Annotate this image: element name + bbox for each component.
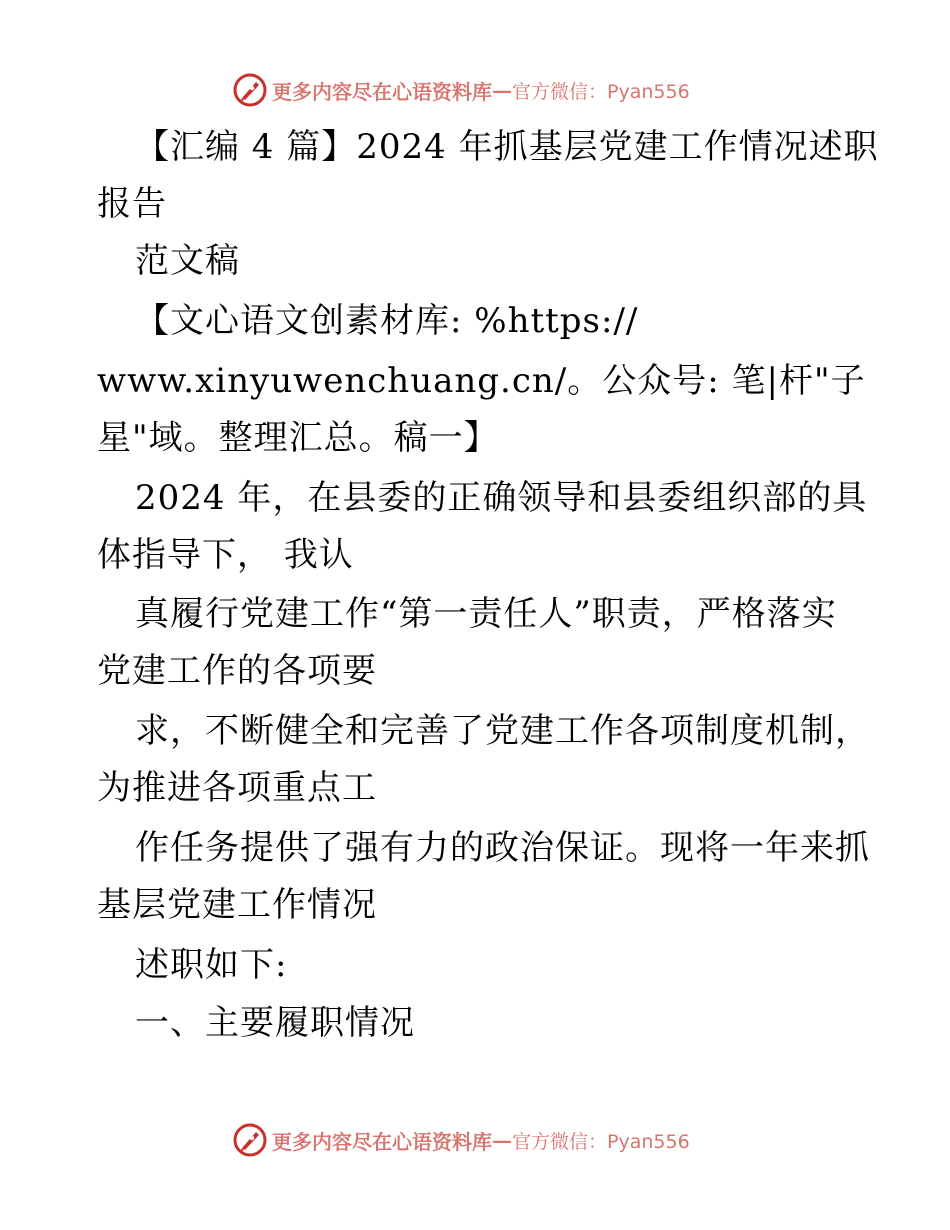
source-line-1: 【文心语文创素材库: %https:// bbox=[135, 301, 639, 341]
title-line-2: 报告 bbox=[97, 184, 167, 224]
body-line-4: 党建工作的各项要 bbox=[97, 651, 377, 691]
footer-site-text: 更多内容尽在心语资料库 bbox=[272, 1129, 492, 1154]
title-line-1: 【汇编 4 篇】2024 年抓基层党建工作情况述职 bbox=[135, 127, 879, 167]
header-separator: — bbox=[492, 78, 512, 102]
footer-banner bbox=[232, 1120, 690, 1160]
body-line-9: 述职如下: bbox=[135, 945, 288, 985]
header-site-text: 更多内容尽在心语资料库 bbox=[272, 79, 492, 104]
section-heading: 一、主要履职情况 bbox=[135, 1003, 415, 1043]
body-line-5: 求，不断健全和完善了党建工作各项制度机制， bbox=[135, 711, 870, 751]
footer-separator: — bbox=[492, 1128, 512, 1152]
footer-wechat-text: 官方微信：Pyan556 bbox=[512, 1130, 690, 1153]
source-line-2: www.xinyuwenchuang.cn/。公众号: 笔|杆"子 bbox=[97, 361, 866, 401]
header-wechat-text: 官方微信：Pyan556 bbox=[512, 80, 690, 103]
body-line-8: 基层党建工作情况 bbox=[97, 885, 377, 925]
body-line-1: 2024 年，在县委的正确领导和县委组织部的具 bbox=[135, 478, 868, 518]
source-line-3: 星"域。整理汇总。稿一】 bbox=[97, 418, 499, 458]
body-line-2: 体指导下， 我认 bbox=[97, 535, 354, 575]
body-line-7: 作任务提供了强有力的政治保证。现将一年来抓 bbox=[135, 828, 870, 868]
pen-logo-icon bbox=[232, 1122, 268, 1158]
body-line-3: 真履行党建工作“第一责任人”职责，严格落实 bbox=[135, 594, 837, 634]
subtitle-line: 范文稿 bbox=[135, 241, 240, 281]
header-banner bbox=[232, 70, 690, 110]
body-line-6: 为推进各项重点工 bbox=[97, 768, 377, 808]
pen-logo-icon bbox=[232, 72, 268, 108]
